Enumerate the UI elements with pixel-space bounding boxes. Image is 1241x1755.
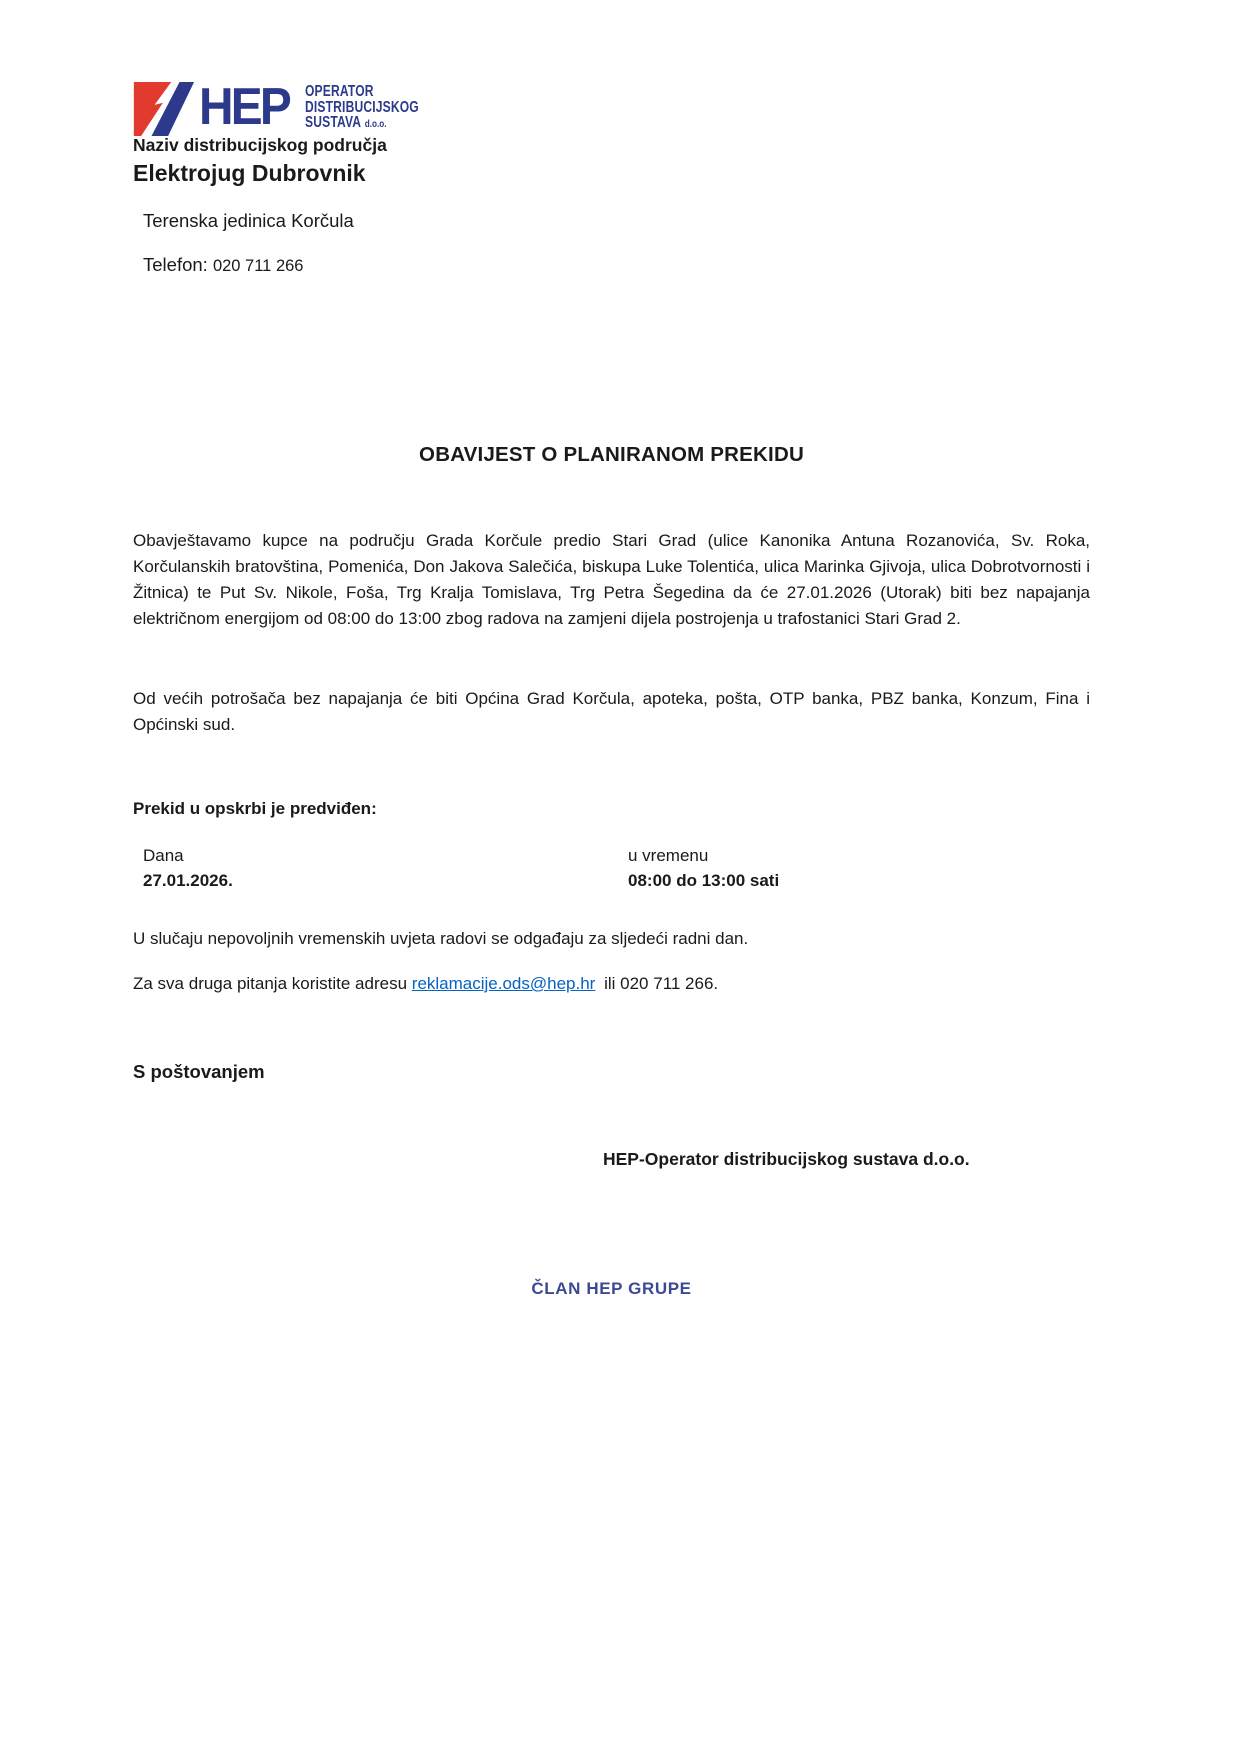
schedule-time — [628, 843, 779, 893]
hep-logo — [133, 78, 451, 136]
contact-prefix: Za sva druga pitanja koristite adresu — [133, 974, 408, 993]
distribution-area-name: Elektrojug Dubrovnik — [133, 160, 366, 186]
hep-subtitle-line3: SUSTAVA d.o.o. — [304, 114, 387, 131]
closing-salutation: S poštovanjem — [133, 1061, 265, 1082]
hep-subtitle-suffix: d.o.o. — [364, 118, 387, 130]
field-unit: Terenska jedinica Korčula — [143, 210, 354, 231]
hep-group-member-badge: ČLAN HEP GRUPE — [531, 1279, 692, 1298]
postponement-note: U slučaju nepovoljnih vremenskih uvjeta radovi se odgađaju za sljedeći radni dan. — [133, 929, 749, 948]
hep-wordmark: HEP — [199, 78, 290, 136]
schedule-time-label: u vremenu — [628, 846, 709, 865]
schedule-heading: Prekid u opskrbi je predviđen: — [133, 799, 377, 818]
contact-line — [133, 974, 1113, 994]
hep-subtitle — [305, 84, 451, 133]
schedule-date-value: 27.01.2026. — [143, 871, 233, 890]
notice-paragraph-main: Obavještavamo kupce na području Grada Korčule predio Stari Grad (ulice Kanonika Antuna Rozanovića, Sv. Roka, Korčulanskih bratovština, Pomenića, Don Jakova Salečića, biskupa Luke Tolentića, ulica Marinka Gjivoja, ulica Dobrotvornosti i Žitnica) te Put Sv. Nikole, Foša, Trg Kralja Tomislava, Trg Petra Šegedina da će 27.01.2026 (Utorak) biti bez napajanja električnom energijom od 08:00 do 13:00 zbog radova na zamjeni dijela postrojenja u trafostanici Stari Grad 2. — [133, 531, 1090, 628]
contact-email-link[interactable]: reklamacije.ods@hep.hr — [411, 974, 596, 993]
phone-number: 020 711 266 — [212, 257, 304, 275]
distribution-area-label: Naziv distribucijskog područja — [133, 135, 387, 155]
document-title: OBAVIJEST O PLANIRANOM PREKIDU — [419, 443, 804, 466]
notice-paragraph-consumers: Od većih potrošača bez napajanja će biti Općina Grad Korčula, apoteka, pošta, OTP banka, PBZ banka, Konzum, Fina i Općinski sud. — [133, 689, 1090, 734]
schedule-time-value: 08:00 do 13:00 sati — [628, 871, 780, 890]
hep-subtitle-line1: OPERATOR — [304, 83, 374, 100]
company-signature: HEP-Operator distribucijskog sustava d.o.o. — [603, 1149, 970, 1169]
hep-subtitle-line2: DISTRIBUCIJSKOG — [304, 98, 419, 116]
hep-lightning-icon — [133, 82, 197, 136]
contact-suffix: ili 020 711 266. — [604, 974, 719, 993]
phone-label: Telefon: — [143, 254, 208, 275]
schedule-date-label: Dana — [143, 846, 184, 865]
schedule-date — [143, 843, 233, 893]
phone-line — [143, 254, 303, 276]
